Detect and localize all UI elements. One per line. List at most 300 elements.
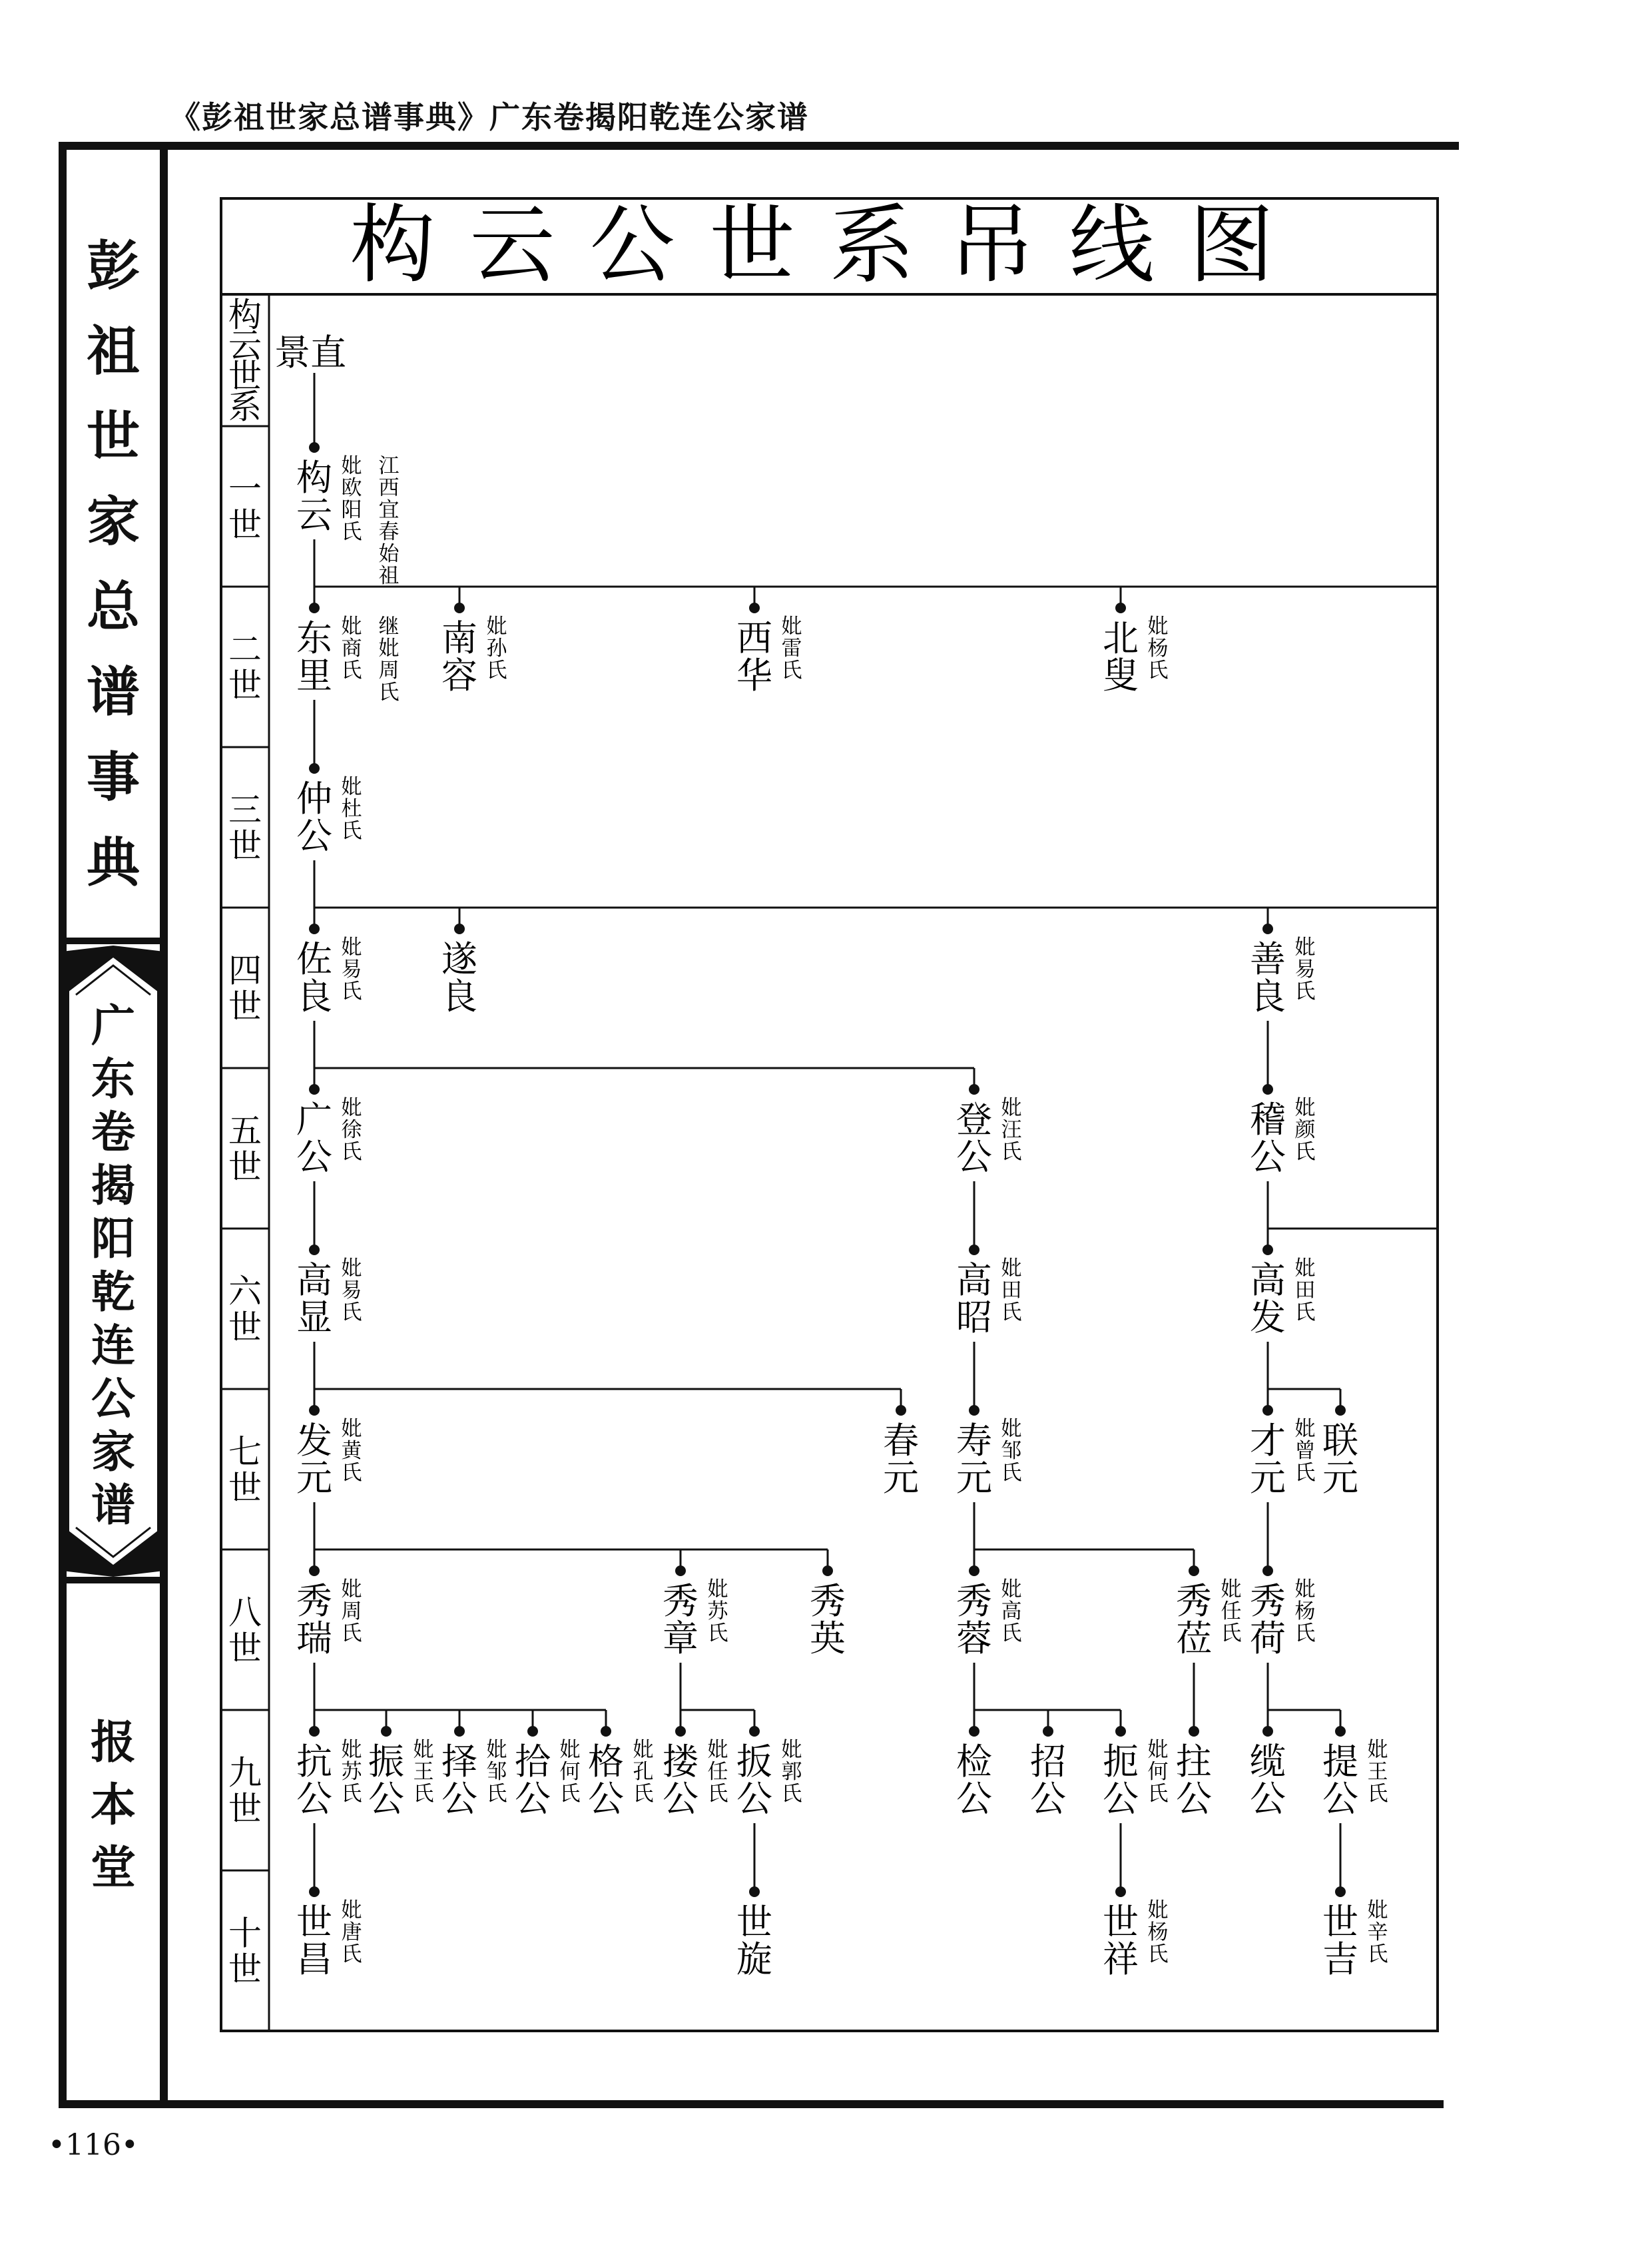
person-dot — [1115, 1726, 1126, 1737]
person-name — [1250, 1259, 1286, 1338]
generation-label-char: 系 — [228, 388, 262, 426]
person-name-char: 显 — [296, 1296, 332, 1338]
generation-label-char: 世 — [228, 505, 262, 545]
spouse-note-char: 氏 — [341, 980, 362, 1003]
person-name-char: 高 — [1250, 1259, 1286, 1301]
spouse-note-char: 氏 — [341, 1782, 362, 1806]
person-name-char: 秀 — [1250, 1580, 1286, 1622]
spouse-note — [1221, 1577, 1242, 1645]
person-name-char: 叟 — [1103, 655, 1139, 697]
person-name-char: 缆 — [1250, 1741, 1286, 1783]
person-name-char: 振 — [368, 1741, 404, 1783]
spouse-note — [1001, 1577, 1022, 1645]
spouse-note-char: 妣 — [486, 615, 507, 639]
spine-hall-char: 报 — [90, 1716, 136, 1769]
person-name-char: 昌 — [296, 1938, 332, 1980]
spine-subtitle-char: 揭 — [91, 1159, 135, 1211]
person-name-char: 公 — [441, 1778, 477, 1820]
spouse-note-char: 妣 — [413, 1738, 434, 1762]
person-name-char: 提 — [1322, 1741, 1358, 1783]
person-name-char: 遂 — [441, 938, 477, 980]
person-name-char: 广 — [296, 1099, 332, 1141]
person-dot — [896, 1405, 906, 1416]
spouse-note — [1368, 1898, 1388, 1966]
person-name-char: 构 — [296, 457, 332, 499]
spouse-note-char: 氏 — [341, 1300, 362, 1324]
spine-title-char: 家 — [87, 490, 140, 553]
person-dot — [1262, 1084, 1273, 1095]
spouse-note — [1001, 1417, 1022, 1485]
spouse-note-char: 氏 — [707, 1621, 728, 1645]
page-number: •116• — [48, 2128, 138, 2162]
generation-label-char: 十 — [228, 1914, 262, 1953]
person-name-char: 南 — [441, 617, 477, 659]
generation-label — [228, 470, 262, 545]
person-dot — [969, 1084, 979, 1095]
person-name-char: 公 — [296, 815, 332, 857]
person-name-char: 元 — [1250, 1457, 1286, 1499]
spouse-note — [1148, 1738, 1169, 1806]
person-name — [956, 1580, 992, 1659]
spouse-note — [342, 615, 362, 683]
spouse-note-char: 氏 — [486, 659, 507, 683]
person-name — [956, 1420, 992, 1499]
spouse-note-char: 妣 — [1294, 1577, 1316, 1601]
spouse-note-char: 妣 — [1294, 1417, 1316, 1441]
person-name-char: 元 — [296, 1457, 332, 1499]
person-name — [1176, 1580, 1212, 1659]
spouse-note — [487, 615, 508, 683]
spouse-note-char: 高 — [1001, 1599, 1022, 1623]
person-dot — [1189, 1565, 1199, 1576]
person-dot — [309, 1886, 320, 1897]
spouse-note-char: 妣 — [707, 1738, 728, 1762]
spouse-note-char: 氏 — [781, 1782, 802, 1806]
spouse-note-char: 妣 — [341, 775, 362, 799]
spouse-note-char: 唐 — [341, 1920, 362, 1944]
person-name-char: 联 — [1322, 1420, 1358, 1462]
spouse-note-char: 杜 — [341, 797, 362, 821]
person-name — [1030, 1741, 1066, 1820]
spouse-note-char: 氏 — [1147, 659, 1169, 683]
generation-label-char: 世 — [228, 826, 262, 866]
person-name-char: 昭 — [956, 1296, 992, 1338]
person-name-char: 世 — [1322, 1901, 1358, 1943]
person-dot — [1262, 1565, 1273, 1576]
spouse-note-char: 黄 — [341, 1439, 362, 1463]
spouse-note-char: 氏 — [1294, 1461, 1316, 1485]
spouse-note — [1295, 1417, 1316, 1485]
spouse-note-char: 妣 — [341, 615, 362, 639]
person-name — [1250, 1741, 1286, 1820]
spouse-note — [1295, 1577, 1316, 1645]
spouse-note-char: 妣 — [341, 1898, 362, 1922]
person-name-char: 发 — [296, 1420, 332, 1462]
spouse-note-char: 杨 — [1147, 637, 1169, 661]
person-dot — [1043, 1726, 1053, 1737]
person-name-char: 瑞 — [296, 1617, 332, 1659]
person-name — [441, 938, 478, 1017]
person-name — [1250, 1580, 1286, 1659]
person-name-char: 公 — [515, 1778, 551, 1820]
spouse-note-char: 氏 — [1294, 1140, 1316, 1164]
person-name-char: 抗 — [296, 1741, 332, 1783]
spouse-note — [342, 1898, 362, 1966]
spouse-note-char: 欧 — [341, 476, 362, 500]
spine-subtitle-char: 公 — [91, 1372, 135, 1424]
person-name-char: 稽 — [1250, 1099, 1286, 1141]
spouse-note-char: 杨 — [1294, 1599, 1316, 1623]
spine-hall-char: 堂 — [90, 1841, 136, 1894]
person-name-char: 寿 — [956, 1420, 992, 1462]
person-dot — [969, 1565, 979, 1576]
spouse-note-char: 氏 — [559, 1782, 581, 1806]
person-dot — [969, 1726, 979, 1737]
spouse-note-char: 雷 — [781, 637, 802, 661]
person-name — [736, 617, 772, 697]
spouse-note-char: 易 — [341, 958, 362, 981]
diagram-title: 构云公世系吊线图 — [350, 196, 1309, 295]
spouse-note-char: 任 — [707, 1760, 728, 1784]
spouse-note-char: 妣 — [1221, 1577, 1242, 1601]
spouse-note-char: 妣 — [1147, 1738, 1169, 1762]
spouse-note-char: 妣 — [1001, 1257, 1022, 1280]
spouse-note — [708, 1738, 728, 1806]
spouse-note-char: 曾 — [1294, 1439, 1316, 1463]
spouse-note — [633, 1738, 654, 1806]
spouse-note-char: 汪 — [1001, 1118, 1022, 1142]
spouse-note-char: 妣 — [1367, 1738, 1388, 1762]
spine-hall-char: 本 — [90, 1779, 136, 1832]
person-dot — [1262, 1405, 1273, 1416]
spouse-note — [1295, 1257, 1316, 1324]
spouse-note-char: 易 — [1294, 958, 1316, 981]
person-name — [296, 778, 332, 857]
person-name-char: 公 — [736, 1778, 772, 1820]
person-name-char: 公 — [1322, 1778, 1358, 1820]
person-name-char: 公 — [296, 1778, 332, 1820]
person-name-char: 扼 — [1103, 1741, 1139, 1783]
spouse-note-char: 王 — [413, 1760, 434, 1784]
person-name-char: 佐 — [296, 938, 332, 980]
person-name-char: 里 — [296, 655, 332, 697]
spouse-note — [342, 936, 362, 1003]
spine-subtitle-char: 连 — [91, 1319, 135, 1371]
person-name-char: 良 — [441, 976, 477, 1017]
spouse-note-char: 氏 — [1001, 1621, 1022, 1645]
person-name-char: 公 — [588, 1778, 624, 1820]
generation-label — [228, 631, 262, 705]
person-name-char: 元 — [1322, 1457, 1358, 1499]
person-name-char: 荷 — [1250, 1617, 1286, 1659]
generation-label-char: 一 — [228, 469, 262, 509]
spouse-note — [487, 1738, 507, 1806]
generation-label-char: 世 — [228, 666, 262, 705]
spouse-note-char: 氏 — [633, 1782, 654, 1806]
person-name — [441, 1741, 477, 1820]
spouse-note — [560, 1738, 581, 1806]
person-name-char: 公 — [956, 1136, 992, 1178]
person-name — [956, 1741, 992, 1820]
person-name-char: 善 — [1250, 938, 1286, 980]
spine-subtitle-char: 东 — [91, 1053, 135, 1105]
spouse-note — [342, 1577, 362, 1645]
person-name — [1103, 1901, 1139, 1980]
person-name — [956, 1259, 992, 1338]
person-name-char: 检 — [956, 1741, 992, 1783]
person-name-char: 公 — [1250, 1778, 1286, 1820]
spouse-note — [782, 1738, 802, 1806]
person-name-char: 秀 — [663, 1580, 698, 1622]
spouse-note — [342, 775, 362, 843]
person-remark-char: 周 — [378, 659, 400, 683]
person-name-char: 春 — [883, 1420, 919, 1462]
person-name — [1103, 1741, 1139, 1820]
person-name-char: 高 — [956, 1259, 992, 1301]
person-remark-char: 妣 — [378, 637, 400, 661]
spouse-note-char: 任 — [1221, 1599, 1242, 1623]
person-name-char: 吉 — [1322, 1938, 1358, 1980]
spouse-note-char: 氏 — [1147, 1942, 1169, 1966]
spouse-note-char: 氏 — [781, 659, 802, 683]
generation-label — [228, 1914, 262, 1989]
generation-label-char: 六 — [228, 1272, 262, 1311]
person-dot — [309, 1405, 320, 1416]
person-dot — [309, 1084, 320, 1095]
person-name-char: 英 — [810, 1617, 846, 1659]
person-dot — [749, 603, 760, 613]
spouse-note-char: 氏 — [341, 659, 362, 683]
generation-label-char: 构 — [228, 296, 262, 334]
generation-label-char: 八 — [228, 1593, 262, 1632]
person-name — [883, 1420, 919, 1499]
person-remark-char: 江 — [378, 454, 400, 478]
person-dot — [309, 763, 320, 774]
person-dot — [454, 603, 465, 613]
generation-label — [228, 791, 262, 866]
person-dot — [1262, 1245, 1273, 1255]
person-name-char: 秀 — [296, 1580, 332, 1622]
spouse-note — [342, 1096, 362, 1164]
spine-title-char: 祖 — [87, 320, 140, 382]
spouse-note-char: 邹 — [486, 1760, 507, 1784]
person-dot — [454, 924, 465, 934]
spouse-note-char: 氏 — [1001, 1300, 1022, 1324]
person-name-char: 公 — [1103, 1778, 1139, 1820]
spouse-note — [342, 1417, 364, 1485]
spouse-note-char: 妣 — [781, 615, 802, 639]
spouse-note-char: 杨 — [1147, 1920, 1169, 1944]
generation-label — [228, 296, 262, 426]
spouse-note — [1148, 1898, 1169, 1966]
generation-label-char: 世 — [228, 357, 262, 396]
person-dot — [1189, 1726, 1199, 1737]
spouse-note — [1001, 1096, 1022, 1164]
person-dot — [454, 1726, 465, 1737]
generation-label — [228, 1112, 262, 1187]
spouse-note-char: 氏 — [1294, 1300, 1316, 1324]
person-remark — [379, 615, 400, 704]
spouse-note-char: 颜 — [1294, 1118, 1316, 1142]
generation-label-char: 世 — [228, 1629, 262, 1668]
spouse-note-char: 妣 — [1147, 1898, 1169, 1922]
spouse-note — [413, 1738, 434, 1806]
person-name — [663, 1741, 698, 1820]
person-name-char: 华 — [736, 655, 772, 697]
generation-label-char: 七 — [228, 1432, 262, 1472]
generation-label — [228, 1593, 262, 1668]
person-name-char: 良 — [1250, 976, 1286, 1017]
spouse-note-char: 氏 — [413, 1782, 434, 1806]
spine-title-char: 典 — [87, 831, 140, 894]
person-name — [1322, 1420, 1358, 1499]
spouse-note-char: 氏 — [1294, 1621, 1316, 1645]
person-name — [296, 1259, 332, 1338]
spouse-note-char: 妣 — [341, 1738, 362, 1762]
spouse-note-char: 氏 — [341, 1461, 362, 1485]
spouse-note-char: 氏 — [341, 1140, 362, 1164]
person-name-char: 拾 — [515, 1741, 551, 1783]
person-name — [956, 1099, 992, 1178]
spouse-note-char: 商 — [341, 637, 362, 661]
spouse-note-char: 妣 — [633, 1738, 654, 1762]
generation-label-char: 世 — [228, 1950, 262, 1989]
spine-title-char: 谱 — [87, 661, 140, 723]
spouse-note-char: 妣 — [341, 1096, 362, 1120]
person-name-char: 发 — [1250, 1296, 1286, 1338]
person-name-char: 西 — [736, 617, 772, 659]
person-name-char: 秀 — [1176, 1580, 1212, 1622]
person-dot — [381, 1726, 392, 1737]
spouse-note-char: 苏 — [707, 1599, 728, 1623]
person-name — [736, 1741, 772, 1820]
person-dot — [309, 1565, 320, 1576]
person-dot — [1335, 1405, 1346, 1416]
person-name-char: 格 — [588, 1741, 624, 1783]
person-name — [1250, 1099, 1286, 1178]
person-name-char: 公 — [368, 1778, 404, 1820]
person-name — [1322, 1901, 1358, 1980]
person-name — [1322, 1741, 1358, 1820]
spine-title-char: 世 — [87, 405, 140, 467]
person-name-char: 旋 — [736, 1938, 772, 1980]
spouse-note-char: 妣 — [707, 1577, 728, 1601]
spouse-note-char: 氏 — [1367, 1782, 1388, 1806]
person-name-char: 莅 — [1176, 1617, 1212, 1659]
generation-label-char: 世 — [228, 1468, 262, 1508]
spouse-note-char: 周 — [341, 1599, 362, 1623]
person-name-char: 世 — [1103, 1901, 1139, 1943]
spouse-note — [1368, 1738, 1388, 1806]
generation-label-char: 世 — [228, 1147, 262, 1187]
person-name-char: 秀 — [810, 1580, 846, 1622]
person-name-char: 高 — [296, 1259, 332, 1301]
generation-label-char: 世 — [228, 1308, 262, 1347]
person-remark — [379, 454, 400, 588]
person-name — [296, 457, 332, 536]
person-remark-char: 始 — [378, 542, 400, 566]
generation-label-char: 九 — [228, 1753, 262, 1793]
person-dot — [1262, 924, 1273, 934]
spouse-note-char: 氏 — [486, 1782, 507, 1806]
person-name-char: 祥 — [1103, 1938, 1139, 1980]
spouse-note-char: 妣 — [341, 1257, 362, 1280]
spouse-note — [342, 1257, 362, 1324]
spouse-note-char: 孙 — [486, 637, 507, 661]
generation-label-char: 世 — [228, 1789, 262, 1828]
person-name — [296, 1420, 332, 1499]
generation-label-char: 四 — [228, 951, 262, 990]
spouse-note — [1295, 936, 1316, 1003]
spine-title-char: 总 — [87, 575, 140, 638]
spouse-note-char: 妣 — [486, 1738, 507, 1762]
founder-name: 景直 — [274, 332, 346, 374]
spouse-note-char: 妣 — [559, 1738, 581, 1762]
person-dot — [309, 924, 320, 934]
spine-subtitle-char: 卷 — [91, 1106, 135, 1158]
person-name — [1176, 1741, 1212, 1820]
person-name — [736, 1901, 772, 1980]
person-dot — [1262, 1726, 1273, 1737]
spouse-note-char: 氏 — [341, 1942, 362, 1966]
person-name-char: 扳 — [736, 1741, 772, 1783]
spouse-note-char: 氏 — [1294, 980, 1316, 1003]
person-dot — [969, 1245, 979, 1255]
person-dot — [749, 1886, 760, 1897]
person-dot — [822, 1565, 833, 1576]
person-dot — [309, 1245, 320, 1255]
person-name-char: 公 — [296, 1136, 332, 1178]
person-name — [1250, 938, 1286, 1017]
spouse-note-char: 易 — [341, 1278, 362, 1302]
person-dot — [309, 603, 320, 613]
spouse-note-char: 辛 — [1367, 1920, 1388, 1944]
person-name — [296, 1901, 332, 1980]
person-name — [441, 617, 477, 697]
spouse-note-char: 妣 — [1001, 1096, 1022, 1120]
person-name-char: 公 — [1030, 1778, 1066, 1820]
person-name — [1250, 1420, 1286, 1499]
spouse-note-char: 何 — [1147, 1760, 1169, 1784]
generation-label-char: 二 — [228, 630, 262, 669]
spouse-note-char: 妣 — [781, 1738, 802, 1762]
spine-title-char: 事 — [87, 746, 140, 808]
person-name — [296, 938, 332, 1017]
person-name-char: 元 — [883, 1457, 919, 1499]
person-name-char: 拄 — [1176, 1741, 1212, 1783]
person-name-char: 章 — [663, 1617, 698, 1659]
spouse-note — [1295, 1096, 1316, 1164]
spouse-note-char: 妣 — [1294, 1257, 1316, 1280]
person-name — [588, 1741, 624, 1820]
spouse-note-char: 郭 — [781, 1760, 802, 1784]
generation-label-char: 云 — [228, 326, 262, 365]
spouse-note — [1148, 615, 1169, 683]
person-dot — [675, 1565, 686, 1576]
person-remark-char: 宜 — [378, 498, 400, 522]
spouse-note — [1001, 1257, 1022, 1324]
person-dot — [1115, 603, 1126, 613]
person-name-char: 北 — [1103, 617, 1139, 659]
person-name-char: 招 — [1030, 1741, 1066, 1783]
spouse-note-char: 田 — [1294, 1278, 1316, 1302]
person-name-char: 秀 — [956, 1580, 992, 1622]
person-name — [1103, 617, 1139, 697]
person-name-char: 公 — [663, 1778, 698, 1820]
spouse-note-char: 妣 — [1367, 1898, 1388, 1922]
person-name — [296, 1741, 332, 1820]
spouse-note — [342, 454, 362, 544]
